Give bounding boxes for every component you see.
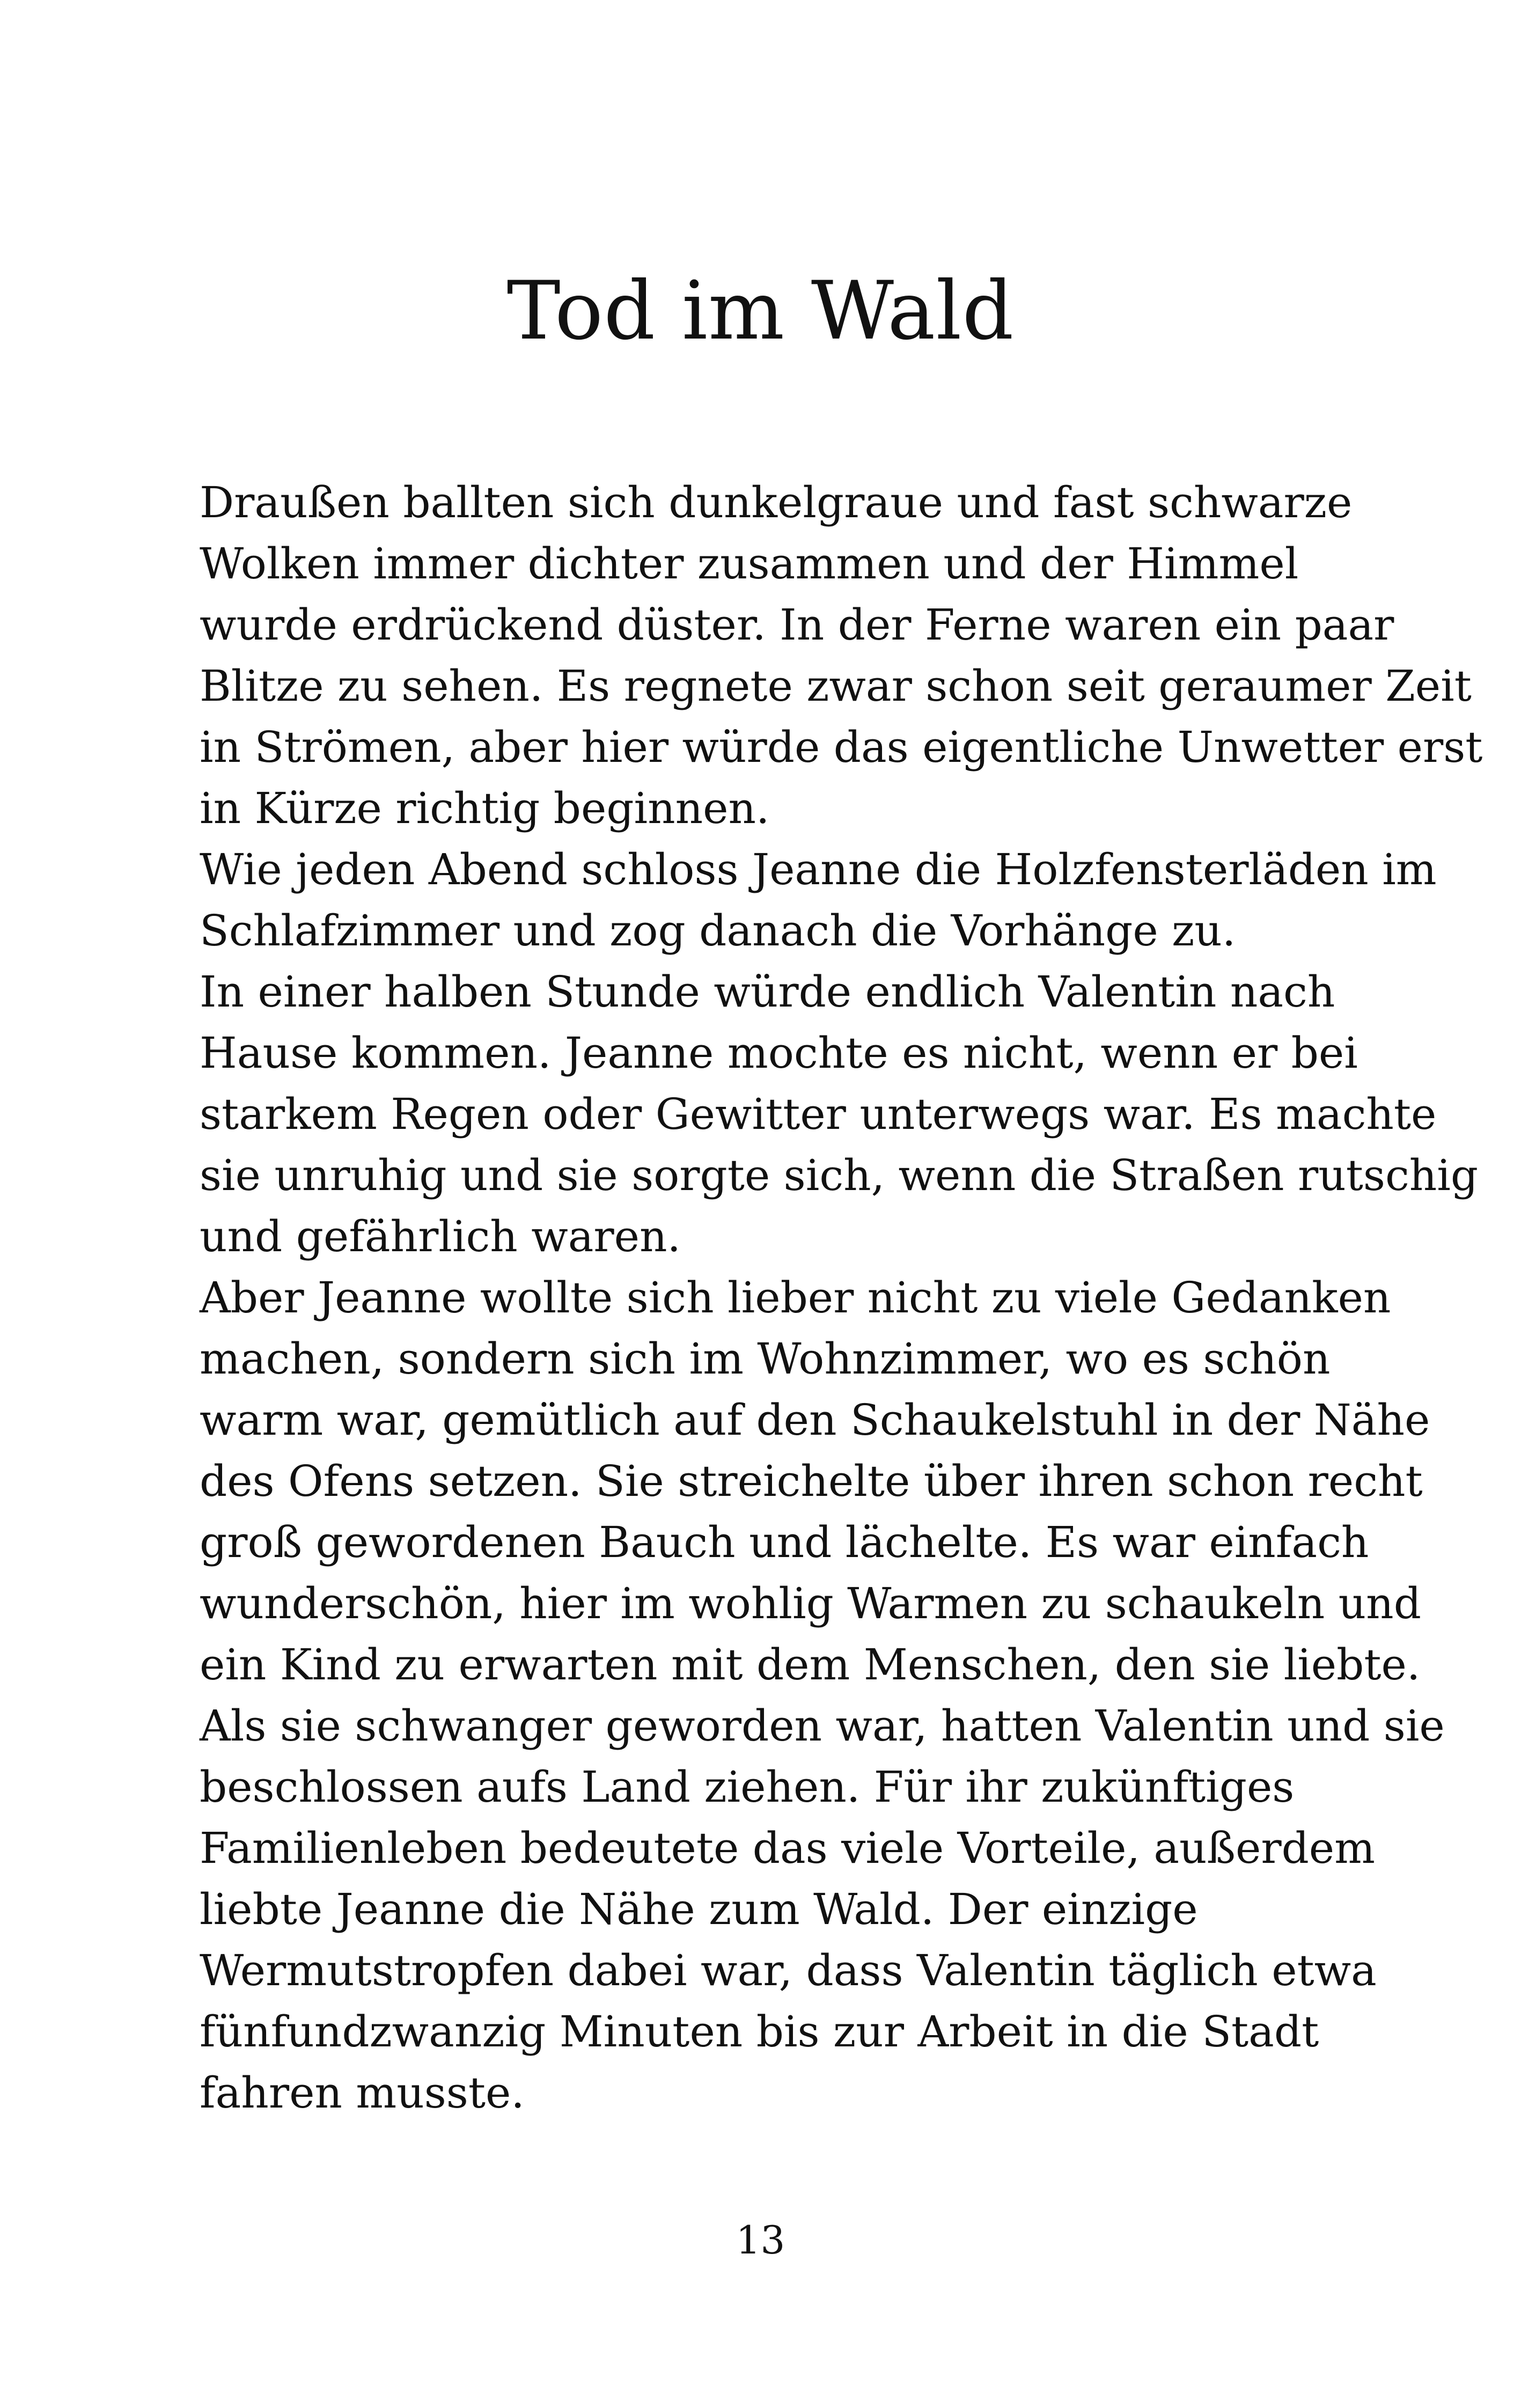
text-line: ein Kind zu erwarten mit dem Menschen, den sie liebte. xyxy=(200,1640,1421,1690)
text-line: Schlafzimmer und zog danach die Vorhänge zu. xyxy=(200,906,1236,956)
text-line: Wolken immer dichter zusammen und der Himmel xyxy=(200,539,1299,589)
chapter-title: Tod im Wald xyxy=(506,265,1015,358)
text-line: wunderschön, hier im wohlig Warmen zu schaukeln und xyxy=(200,1579,1421,1628)
text-line: fünfundzwanzig Minuten bis zur Arbeit in die Stadt xyxy=(200,2007,1319,2057)
body-text xyxy=(200,472,1483,2124)
text-line: in Strömen, aber hier würde das eigentliche Unwetter erst xyxy=(200,722,1483,772)
text-line: Blitze zu sehen. Es regnete zwar schon seit geraumer Zeit xyxy=(200,661,1472,711)
text-line: Wie jeden Abend schloss Jeanne die Holzfensterläden im xyxy=(200,845,1437,894)
text-line: liebte Jeanne die Nähe zum Wald. Der einzige xyxy=(200,1884,1198,1934)
text-line: sie unruhig und sie sorgte sich, wenn die Straßen rutschig xyxy=(200,1150,1479,1200)
text-line: Familienleben bedeutete das viele Vorteile, außerdem xyxy=(200,1823,1375,1873)
text-line: in Kürze richtig beginnen. xyxy=(200,783,770,833)
text-line: groß gewordenen Bauch und lächelte. Es war einfach xyxy=(200,1517,1369,1567)
text-line: beschlossen aufs Land ziehen. Für ihr zukünftiges xyxy=(200,1762,1295,1812)
text-line: und gefährlich waren. xyxy=(200,1212,681,1261)
text-line: machen, sondern sich im Wohnzimmer, wo es schön xyxy=(200,1334,1331,1384)
text-line: Wermutstropfen dabei war, dass Valentin täglich etwa xyxy=(200,1946,1377,1995)
text-line: Als sie schwanger geworden war, hatten Valentin und sie xyxy=(200,1701,1445,1751)
page-number: 13 xyxy=(736,2218,785,2263)
text-line: Draußen ballten sich dunkelgraue und fast schwarze xyxy=(200,478,1353,527)
text-line: Hause kommen. Jeanne mochte es nicht, wenn er bei xyxy=(200,1028,1358,1078)
text-line: wurde erdrückend düster. In der Ferne waren ein paar xyxy=(200,600,1394,650)
text-line: starkem Regen oder Gewitter unterwegs war. Es machte xyxy=(200,1089,1437,1139)
text-line: des Ofens setzen. Sie streichelte über ihren schon recht xyxy=(200,1456,1423,1506)
text-line: Aber Jeanne wollte sich lieber nicht zu viele Gedanken xyxy=(200,1273,1391,1323)
text-line: fahren musste. xyxy=(200,2068,525,2118)
text-line: warm war, gemütlich auf den Schaukelstuhl in der Nähe xyxy=(200,1395,1430,1445)
text-line: In einer halben Stunde würde endlich Valentin nach xyxy=(200,967,1335,1017)
